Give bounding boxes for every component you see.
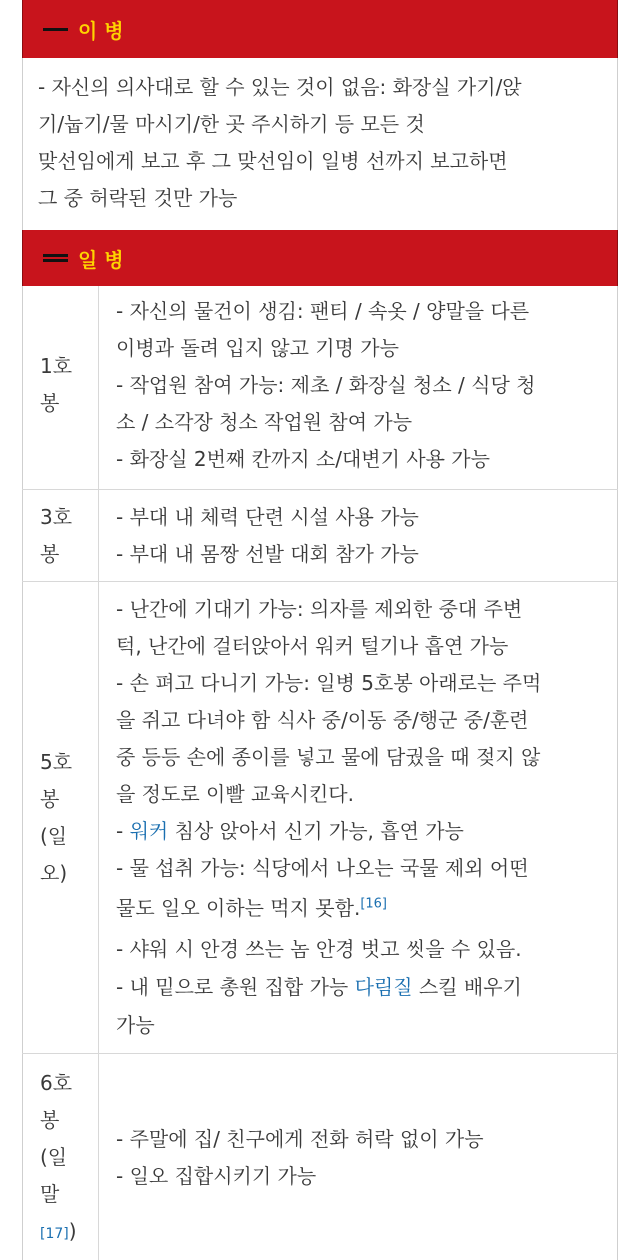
text-line: 턱, 난간에 걸터앉아서 워커 털기나 흡연 가능: [116, 634, 509, 658]
text-fragment: 스킬 배우기: [412, 975, 522, 999]
row-label: 말: [40, 1182, 60, 1206]
text-line: - 부대 내 몸짱 선발 대회 참가 가능: [116, 542, 419, 566]
text-line: - 주말에 집/ 친구에게 전화 허락 없이 가능: [116, 1127, 484, 1151]
text-line: - 자신의 물건이 생김: 팬티 / 속옷 / 양말을 다른: [116, 299, 530, 323]
text-line: - 일오 집합시키기 가능: [116, 1164, 317, 1188]
text-line: - 샤워 시 안경 쓰는 놈 안경 벗고 씻을 수 있음.: [116, 937, 522, 961]
row-label: 3호: [40, 505, 73, 529]
row-divider: [22, 581, 618, 582]
row-label: [40, 1213, 77, 1253]
text-line: - 자신의 의사대로 할 수 있는 것이 없음: 화장실 가기/앉: [38, 75, 522, 99]
text-line: 이병과 돌려 입지 않고 기명 가능: [116, 336, 399, 360]
text-fragment: 침상 앉아서 신기 가능, 흡연 가능: [168, 819, 464, 843]
text-line: 기/눕기/물 마시기/한 곳 주시하기 등 모든 것: [38, 112, 425, 136]
ironing-link[interactable]: 다림질: [354, 975, 413, 999]
text-line: 맞선임에게 보고 후 그 맞선임이 일병 선까지 보고하면: [38, 149, 508, 173]
wiki-table: [22, 0, 618, 1260]
text-line: 중 등등 손에 종이를 넣고 물에 담궜을 때 젖지 않: [116, 745, 541, 769]
row-label: 봉: [40, 787, 60, 811]
text-line: [116, 969, 522, 1006]
row-divider: [22, 489, 618, 490]
row-label: (일: [40, 824, 68, 848]
footnote-17-link[interactable]: [17]: [40, 1226, 69, 1242]
text-line: - 손 펴고 다니기 가능: 일병 5호봉 아래로는 주먹: [116, 671, 542, 695]
section-header-ibyeong: [22, 0, 618, 58]
text-fragment: 물도 일오 이하는 먹지 못함.: [116, 896, 361, 920]
row-label: (일: [40, 1145, 68, 1169]
text-line: - 난간에 기대기 가능: 의자를 제외한 중대 주변: [116, 597, 523, 621]
walker-link[interactable]: 워커: [129, 819, 169, 843]
text-line: [116, 890, 387, 927]
text-line: - 작업원 참여 가능: 제초 / 화장실 청소 / 식당 청: [116, 373, 536, 397]
row-label: 5호: [40, 750, 73, 774]
row-label: 1호: [40, 354, 73, 378]
text-line: - 화장실 2번째 칸까지 소/대변기 사용 가능: [116, 447, 490, 471]
section-header-ilbyeong: [22, 230, 618, 286]
double-dash-icon: [43, 254, 68, 262]
text-fragment: -: [116, 819, 130, 843]
section-title: 일 병: [78, 247, 124, 272]
text-line: 소 / 소각장 청소 작업원 참여 가능: [116, 410, 413, 434]
footnote-16-link[interactable]: [16]: [360, 896, 387, 912]
row-label: 6호: [40, 1071, 73, 1095]
text-line: - 물 섭취 가능: 식당에서 나오는 국물 제외 어떤: [116, 856, 529, 880]
text-line: - 부대 내 체력 단련 시설 사용 가능: [116, 505, 419, 529]
text-line: [116, 813, 464, 850]
text-fragment: - 내 밑으로 총원 집합 가능: [116, 975, 355, 999]
dash-icon: [43, 28, 68, 31]
text-line: 가능: [116, 1013, 155, 1037]
column-divider: [98, 286, 99, 1260]
text-line: 을 쥐고 다녀야 함 식사 중/이동 중/행군 중/훈련: [116, 708, 529, 732]
row-divider: [22, 1053, 618, 1054]
row-label: 봉: [40, 1108, 60, 1132]
row-label: 봉: [40, 391, 60, 415]
row-label: 오): [40, 861, 68, 885]
section-title: 이 병: [78, 18, 124, 43]
text-line: 그 중 허락된 것만 가능: [38, 186, 238, 210]
text-line: 을 정도로 이빨 교육시킨다.: [116, 782, 354, 806]
row-label: 봉: [40, 542, 60, 566]
text-fragment: ): [68, 1219, 77, 1243]
